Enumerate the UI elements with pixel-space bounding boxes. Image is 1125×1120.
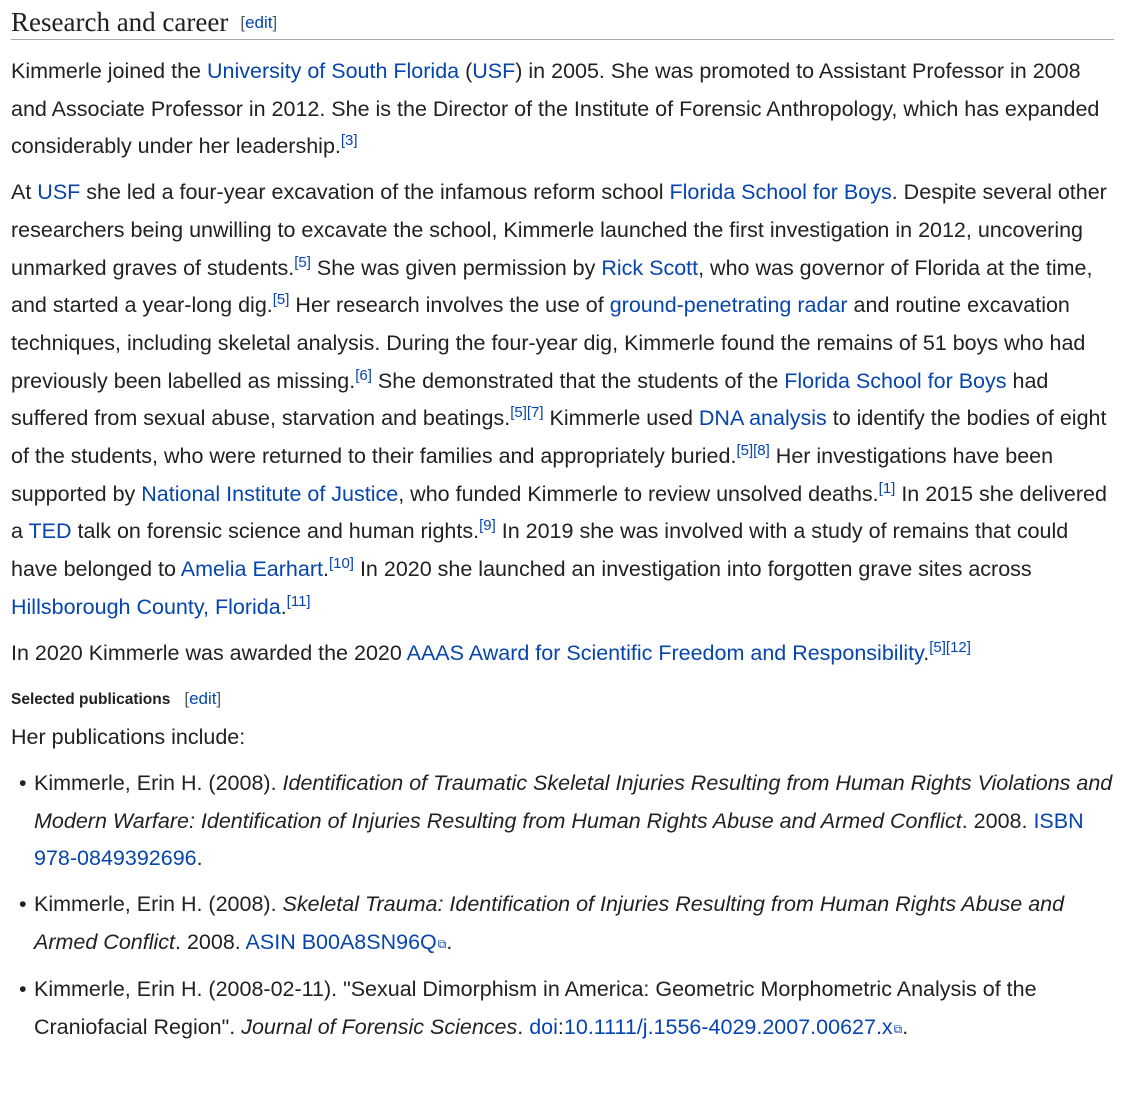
text: Her investigations have been supported by <box>11 444 1054 506</box>
bracket-close: ] <box>216 689 222 709</box>
citation-1[interactable]: [1] <box>878 479 896 497</box>
text: In 2020 she launched an investigation into forgotten grave sites across <box>353 557 1032 582</box>
text: had suffered from sexual abuse, starvation and beatings. <box>11 368 1049 431</box>
text: to identify the bodies of eight of the students, who were returned to their families and appropriately buried. <box>11 406 1107 469</box>
bullet-icon: • <box>19 770 27 795</box>
publications-list <box>11 765 1114 1049</box>
list-item <box>11 765 1114 878</box>
text: In 2020 Kimmerle was awarded the 2020 <box>11 640 407 665</box>
edit-subsection-button[interactable]: edit <box>189 689 217 709</box>
link-florida-school-for-boys[interactable]: Florida School for Boys <box>784 368 1007 393</box>
text: Her research involves the use of <box>289 293 610 318</box>
subsection-heading <box>11 685 1114 713</box>
text: She was given permission by <box>310 255 602 280</box>
text: and routine excavation techniques, including skeletal analysis. During the four-year dig, Kimmerle found the remains of 51 boys who had previously been labelled as missing. <box>11 293 1086 393</box>
citation-5[interactable]: [5] <box>294 253 311 271</box>
text: she led a four-year excavation of the infamous reform school <box>80 180 670 205</box>
bracket-close: ] <box>272 13 278 32</box>
link-usf[interactable]: USF <box>37 180 81 205</box>
text: . <box>280 594 287 619</box>
section-edit-link <box>240 13 277 32</box>
citation-9[interactable]: [9] <box>479 517 496 535</box>
text: . <box>196 846 203 871</box>
citation-5[interactable]: [5] <box>929 638 946 656</box>
link-dna-analysis[interactable]: DNA analysis <box>698 406 827 431</box>
text: , who was governor of Florida at the time, and started a year-long dig. <box>11 255 1093 318</box>
text: ) in 2005. She was promoted to Assistant Professor in 2008 and Associate Professor in 2012. She is the Director of the Institute of Forensic Anthropology, which has expanded considerably under her leadership. <box>11 59 1100 159</box>
text: talk on forensic science and human rights. <box>71 519 480 544</box>
pub-author: Kimmerle, Erin H. (2008). <box>34 770 283 795</box>
citation-10[interactable]: [10] <box>328 554 354 572</box>
citation-6[interactable]: [6] <box>355 366 372 384</box>
link-rick-scott[interactable]: Rick Scott <box>601 255 699 280</box>
text: She demonstrated that the students of the <box>371 368 785 393</box>
asin-link[interactable]: ASIN B00A8SN96Q <box>245 929 437 954</box>
external-link-icon: ⧉ <box>437 936 447 951</box>
text: At <box>11 180 38 205</box>
text: . <box>902 1015 909 1040</box>
text: : <box>557 1015 564 1040</box>
pub-journal: Journal of Forensic Sciences <box>241 1015 518 1040</box>
citation-8[interactable]: [8] <box>753 441 770 459</box>
text: Kimmerle used <box>543 406 699 431</box>
pub-details: . <box>517 1015 530 1040</box>
text: . <box>923 640 930 665</box>
paragraph-research <box>11 174 1114 626</box>
link-aaas-award[interactable]: AAAS Award for Scientific Freedom and Responsibility <box>406 640 924 665</box>
text: . <box>446 929 453 954</box>
doi-label-link[interactable]: doi <box>529 1015 558 1040</box>
link-amelia-earhart[interactable]: Amelia Earhart <box>180 557 323 582</box>
isbn-link[interactable]: ISBN 978-0849392696 <box>34 808 1084 871</box>
text: In 2015 she delivered a <box>11 481 1107 544</box>
subsection-title: Selected publications <box>11 691 171 709</box>
link-national-institute-of-justice[interactable]: National Institute of Justice <box>141 481 399 506</box>
pub-details: . 2008. <box>175 929 246 954</box>
bracket-open: [ <box>240 13 246 32</box>
publications-intro: Her publications include: <box>11 725 246 750</box>
link-usf[interactable]: USF <box>472 59 516 83</box>
pub-details: . 2008. <box>961 808 1034 833</box>
text: Kimmerle joined the <box>11 59 207 83</box>
section-heading <box>11 0 1114 40</box>
list-item <box>11 886 1114 963</box>
bullet-icon: • <box>19 892 27 917</box>
pub-title: Skeletal Trauma: Identification of Injuries Resulting from Human Rights Abuse and Armed Conflict <box>34 892 1065 954</box>
subsection-edit-link <box>184 689 221 708</box>
citation-11[interactable]: [11] <box>286 592 311 610</box>
link-ted[interactable]: TED <box>28 519 72 544</box>
link-ground-penetrating-radar[interactable]: ground-penetrating radar <box>609 293 848 318</box>
text: , who funded Kimmerle to review unsolved deaths. <box>398 481 879 506</box>
text: . <box>322 557 329 582</box>
text: ( <box>459 59 473 83</box>
pub-author: Kimmerle, Erin H. (2008). <box>34 892 283 917</box>
edit-section-button[interactable]: edit <box>245 13 273 32</box>
pub-author: Kimmerle, Erin H. (2008-02-11). "Sexual Dimorphism in America: Geometric Morphometric Analysis of the Craniofacial Region". <box>34 977 1037 1040</box>
external-link-icon: ⧉ <box>893 1022 903 1037</box>
citation-7[interactable]: [7] <box>526 404 544 422</box>
text: . Despite several other researchers being unwilling to excavate the school, Kimmerle launched the first investigation in 2012, uncovering unmarked graves of students. <box>11 180 1107 280</box>
citation-5[interactable]: [5] <box>510 404 527 422</box>
paragraph-usf <box>11 53 1114 166</box>
list-item <box>11 971 1114 1048</box>
link-hillsborough-county-florida[interactable]: Hillsborough County, Florida <box>11 594 281 619</box>
doi-link[interactable]: 10.1111/j.1556-4029.2007.00627.x <box>563 1015 893 1040</box>
citation-3[interactable]: [3] <box>340 132 358 150</box>
paragraph-award <box>11 635 1114 673</box>
section-title: Research and career <box>11 7 229 37</box>
citation-12[interactable]: [12] <box>945 638 971 656</box>
text: In 2019 she was involved with a study of remains that could have belonged to <box>11 519 1069 582</box>
pub-title: Identification of Traumatic Skeletal Injuries Resulting from Human Rights Violations and Modern Warfare: Identification of Injuries Resulting from Human Rights Abuse and Armed Conflict <box>34 770 1113 833</box>
citation-5[interactable]: [5] <box>736 441 754 459</box>
bullet-icon: • <box>19 977 27 1002</box>
link-florida-school-for-boys[interactable]: Florida School for Boys <box>669 180 892 205</box>
link-university-of-south-florida[interactable]: University of South Florida <box>206 59 460 83</box>
bracket-open: [ <box>184 689 190 709</box>
citation-5[interactable]: [5] <box>272 291 290 309</box>
